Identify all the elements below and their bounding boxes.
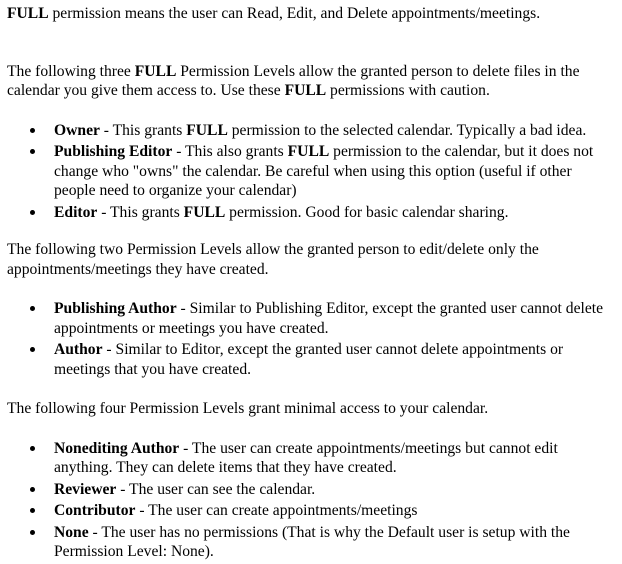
permission-text: - The user can see the calendar. <box>116 480 316 498</box>
four-permissions-paragraph: The following four Permission Levels grant minimal access to your calendar. <box>7 400 489 417</box>
intro-text: permission means the user can Read, Edit, and Delete appointments/meetings. <box>48 5 541 22</box>
document-page <box>7 4 615 564</box>
permission-text: permission to the selected calendar. Typically a bad idea. <box>227 121 587 139</box>
permission-name: Publishing Editor <box>54 143 173 160</box>
full-para-text-b: Permission Levels allow the granted person to delete files in the calendar you give them access to. Use these <box>7 62 580 99</box>
list-item-author <box>7 340 615 379</box>
permission-text: - This also grants <box>172 143 288 160</box>
permission-text: - This grants <box>99 121 187 139</box>
permission-name: Author <box>54 341 103 358</box>
full-permissions-paragraph <box>7 62 615 101</box>
permission-text: - The user can create appointments/meetings but cannot edit anything. They can delete items that they have created. <box>54 439 558 476</box>
intro-paragraph <box>7 4 615 24</box>
full-term: FULL <box>287 143 330 160</box>
permission-text: - The user can create appointments/meetings <box>135 502 418 519</box>
list-item-publishing-editor <box>7 142 615 201</box>
bullet-icon <box>30 128 35 133</box>
permission-name: Reviewer <box>54 480 117 498</box>
full-term: FULL <box>183 203 226 221</box>
permission-name: Publishing Author <box>54 300 177 317</box>
bullet-icon <box>30 508 35 513</box>
full-para-text-a: The following three <box>7 62 135 80</box>
permission-name: None <box>54 523 89 541</box>
permission-text: - The user has no permissions (That is why the Default user is setup with the Permission Level: None). <box>54 523 570 560</box>
full-term: FULL <box>284 82 327 99</box>
bullet-icon <box>30 347 35 352</box>
bullet-icon <box>30 149 35 154</box>
permission-name: Editor <box>54 203 98 221</box>
permission-text: - Similar to Publishing Editor, except the granted user cannot delete appointments or meetings you have created. <box>54 300 604 337</box>
minimal-permission-list <box>7 439 615 562</box>
permission-text: - Similar to Editor, except the granted user cannot delete appointments or meetings that you have created. <box>54 341 564 378</box>
bullet-icon <box>30 306 35 311</box>
list-item-nonediting-author <box>7 439 615 478</box>
permission-name: Nonediting Author <box>54 439 180 457</box>
bullet-icon <box>30 487 35 492</box>
list-item-contributor <box>7 501 615 521</box>
bullet-icon <box>30 530 35 535</box>
permission-text: - This grants <box>97 203 184 221</box>
full-permission-list <box>7 121 615 223</box>
full-term: FULL <box>134 62 177 80</box>
permission-name: Owner <box>54 121 100 139</box>
full-term: FULL <box>7 5 49 22</box>
permission-text: permission to the calendar, but it does not change who "owns" the calendar. Be careful when using this option (useful if other people need to organize your calendar) <box>54 143 594 199</box>
full-term: FULL <box>186 121 228 139</box>
permission-name: Contributor <box>54 502 136 519</box>
permission-text: permission. Good for basic calendar sharing. <box>225 203 509 221</box>
bullet-icon <box>30 446 35 451</box>
bullet-icon <box>30 210 35 215</box>
list-item-owner <box>7 121 615 141</box>
full-para-text-c: permissions with caution. <box>326 82 490 99</box>
list-item-editor <box>7 203 615 223</box>
list-item-publishing-author <box>7 299 615 338</box>
author-permission-list <box>7 299 615 379</box>
list-item-reviewer <box>7 480 615 500</box>
two-permissions-paragraph: The following two Permission Levels allow the granted person to edit/delete only the appointments/meetings they have created. <box>7 241 539 278</box>
